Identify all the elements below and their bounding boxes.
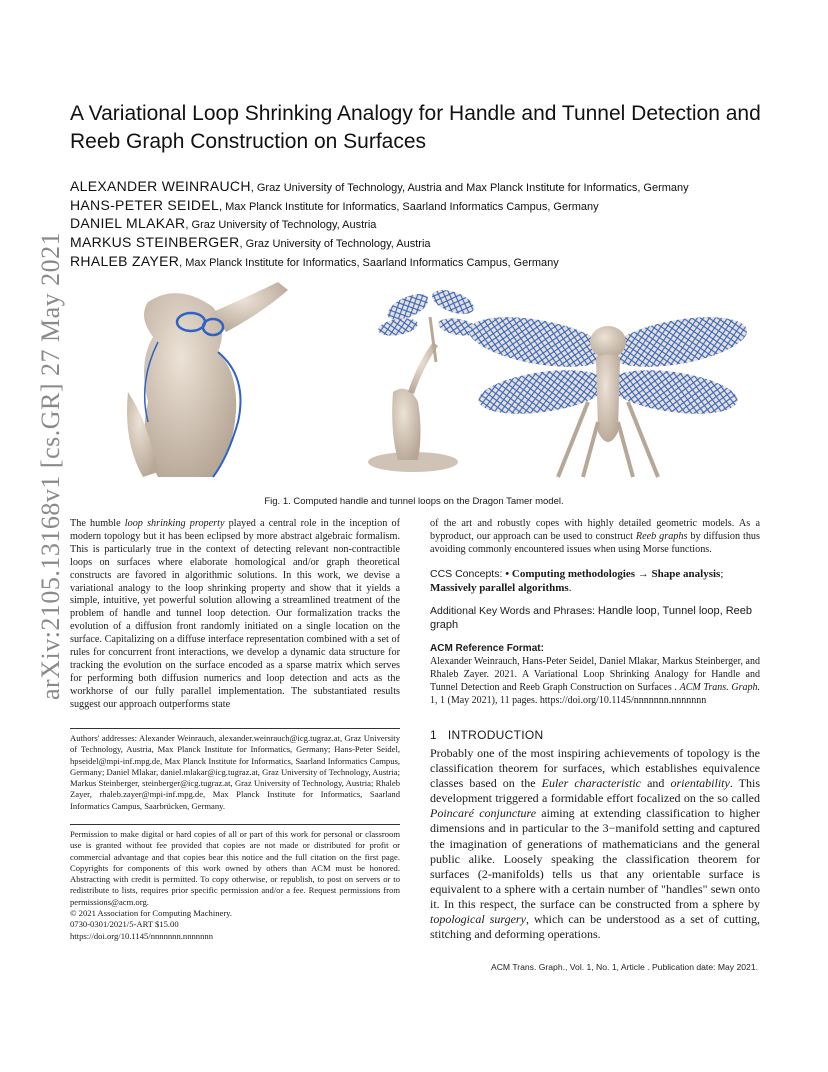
- ccs-term: Massively parallel algorithms: [430, 582, 569, 594]
- doi-line: https://doi.org/10.1145/nnnnnnn.nnnnnnn: [70, 930, 213, 941]
- author-name: DANIEL MLAKAR: [70, 215, 186, 231]
- author-name: ALEXANDER WEINRAUCH: [70, 178, 251, 194]
- abstract-text: by diffusion thus avoiding commonly encountered issues when using Morse functions.: [430, 530, 760, 555]
- author-addresses: Authors' addresses: Alexander Weinrauch, alexander.weinrauch@icg.tugraz.at, Graz University of Technology, Austria, Max Planck Institute for Informatics, Germany; Hans-Peter Seidel, hpseidel@mpi-inf.mpg.de, Max Planck Institute for Informatics, Saarland Informatics Campus, Germany; Daniel Mlakar, daniel.mlakar@icg.tugraz.at, Graz University of Technology, Austria; Markus Steinberger, steinberger@icg.tugraz.at, Graz University of Technology, Austria; Rhaleb Zayer, rhaleb.zayer@mpi-inf.mpg.de, Max Planck Institute for Informatics, Saarland Informatics Campus, Saarbrücken, Germany.: [70, 733, 400, 811]
- intro-emphasis: Euler characteristic: [541, 776, 641, 791]
- author-name: RHALEB ZAYER: [70, 253, 180, 269]
- author-affiliation: , Graz University of Technology, Austria: [239, 238, 431, 250]
- intro-text: . This development triggered a formidable effort focalized on the so called: [430, 776, 761, 806]
- teaser-figure: [118, 282, 758, 482]
- permission-text: Permission to make digital or hard copies of all or part of this work for personal or classroom use is granted without fee provided that copies are not made or distributed for profit or commercial advantage and that copies bear this notice and the full citation on the first page. Copyrights for components of this work owned by others than ACM must be honored. Abstracting with credit is permitted. To copy otherwise, or republish, to post on servers or to redistribute to lists, requires prior specific permission and/or a fee. Request permissions from permissions@acm.org.: [70, 829, 400, 907]
- page-footer: ACM Trans. Graph., Vol. 1, No. 1, Article . Publication date: May 2021.: [490, 962, 758, 972]
- ccs-term: Shape analysis: [651, 568, 721, 580]
- abstract-emphasis: loop shrinking property: [124, 518, 225, 529]
- ccs-bullet: •: [505, 568, 512, 580]
- intro-text: and: [641, 776, 671, 791]
- issn-line: 0730-0301/2021/5-ART $15.00: [70, 919, 179, 930]
- dragonfly-closeup: [465, 308, 751, 477]
- author-line: [70, 253, 559, 269]
- arxiv-stamp: arXiv:2105.13168v1 [cs.GR] 27 May 2021: [36, 231, 65, 700]
- author-line: [70, 197, 599, 213]
- intro-text: , which can be understood as a set of cutting, stitching and deforming operations.: [430, 912, 760, 942]
- keywords-label: Additional Key Words and Phrases:: [430, 605, 598, 617]
- author-line: [70, 215, 376, 231]
- abstract-text: played a central role in the inception of modern topology but it has been eclipsed by more abstract algebraic formalism. This is particularly true in the context of detecting relevant non-contractible loops on surfaces where elaborate homological and/or graph theoretical constructs are favored in algorithmic solutions. In this work, we devise a variational analogy to the loop shrinking property and show that it yields a simple, intuitive, yet powerful solution allowing a streamlined treatment of the problem of handle and tunnel loop detection. Our formalization tracks the evolution of a diffusion front randomly initiated on a single location on the surface. Capitalizing on a diffuse interface representation combined with a set of rules for concurrent front interactions, we develop a dynamic data structure for tracking the evolution on the surface encoded as a sparse matrix which serves for performing both diffusion numerics and loop detection and acts as the workhorse of our fully parallel implementation. The substantiated results suggest our approach outperforms state: [70, 518, 400, 710]
- acm-reference-heading: ACM Reference Format:: [430, 643, 544, 654]
- intro-text: aiming at extending classification to higher dimensions and in particular to the 3−manifold setting and captured the imagination of generations of mathematicians and the general public alike. Loosely speaking the classification theorem for surfaces (2-manifolds) tells us that any orientable surface is equivalent to a sphere with a certain number of "handles" sewn onto it. In this respect, the surface can be constructed from a sphere by: [430, 806, 760, 911]
- author-affiliation: , Max Planck Institute for Informatics, Saarland Informatics Campus, Germany: [179, 257, 559, 269]
- ccs-end: .: [568, 582, 572, 594]
- author-line: [70, 178, 689, 194]
- abstract-continued: [430, 518, 760, 557]
- author-line: [70, 234, 431, 250]
- author-name: MARKUS STEINBERGER: [70, 234, 240, 250]
- section-number: 1: [430, 728, 437, 742]
- keywords: [430, 604, 760, 632]
- footnote-rule: [70, 728, 400, 729]
- ccs-label: CCS Concepts:: [430, 568, 506, 580]
- ccs-term: Computing methodologies: [511, 568, 636, 580]
- paper-title: A Variational Loop Shrinking Analogy for Handle and Tunnel Detection and Reeb Graph Construction on Surfaces: [70, 102, 761, 153]
- introduction-paragraph: [430, 746, 760, 942]
- intro-emphasis: Poincaré conjuncture: [430, 806, 537, 821]
- copyright-line: © 2021 Association for Computing Machinery.: [70, 908, 233, 919]
- abstract-emphasis: Reeb graphs: [635, 530, 688, 542]
- abstract-text: of the art and robustly copes with highly detailed geometric models. As a byproduct, our approach can be used to construct: [430, 518, 760, 542]
- section-title: INTRODUCTION: [447, 728, 544, 742]
- section-heading: [430, 728, 543, 742]
- ccs-concepts: [430, 567, 760, 595]
- intro-emphasis: orientability: [670, 776, 730, 791]
- footnote-rule: [70, 824, 400, 825]
- acm-reference: [430, 643, 760, 708]
- acm-reference-text: Alexander Weinrauch, Hans-Peter Seidel, Daniel Mlakar, Markus Steinberger, and Rhaleb Zayer. 2021. A Variational Loop Shrinking Analogy for Handle and Tunnel Detection and Reeb Graph Construction on Surfaces .: [430, 655, 760, 693]
- author-affiliation: , Max Planck Institute for Informatics, Saarland Informatics Campus, Germany: [219, 201, 599, 213]
- abstract-text: The humble: [70, 518, 125, 529]
- ccs-separator: ;: [720, 568, 724, 580]
- keywords-text: Handle loop, Tunnel loop, Reeb graph: [430, 605, 753, 631]
- acm-reference-journal: ACM Trans. Graph.: [679, 681, 760, 693]
- author-affiliation: , Graz University of Technology, Austria: [185, 219, 377, 231]
- permission-notice: [70, 829, 400, 942]
- ccs-arrow: →: [635, 568, 652, 580]
- figure-caption: Fig. 1. Computed handle and tunnel loops on the Dragon Tamer model.: [264, 496, 564, 507]
- intro-text: Probably one of the most inspiring achievements of topology is the classification theorem for surfaces, which establishes equivalence classes based on the: [430, 746, 760, 791]
- abstract: [70, 518, 400, 712]
- author-affiliation: , Graz University of Technology, Austria and Max Planck Institute for Informatics, Germany: [250, 182, 689, 194]
- tamer-closeup: [127, 282, 288, 477]
- author-name: HANS-PETER SEIDEL: [70, 197, 220, 213]
- acm-reference-text: 1, 1 (May 2021), 11 pages. https://doi.org/10.1145/nnnnnnn.nnnnnnn: [430, 694, 707, 706]
- intro-emphasis: topological surgery: [430, 912, 526, 927]
- tamer-statue: [368, 285, 479, 472]
